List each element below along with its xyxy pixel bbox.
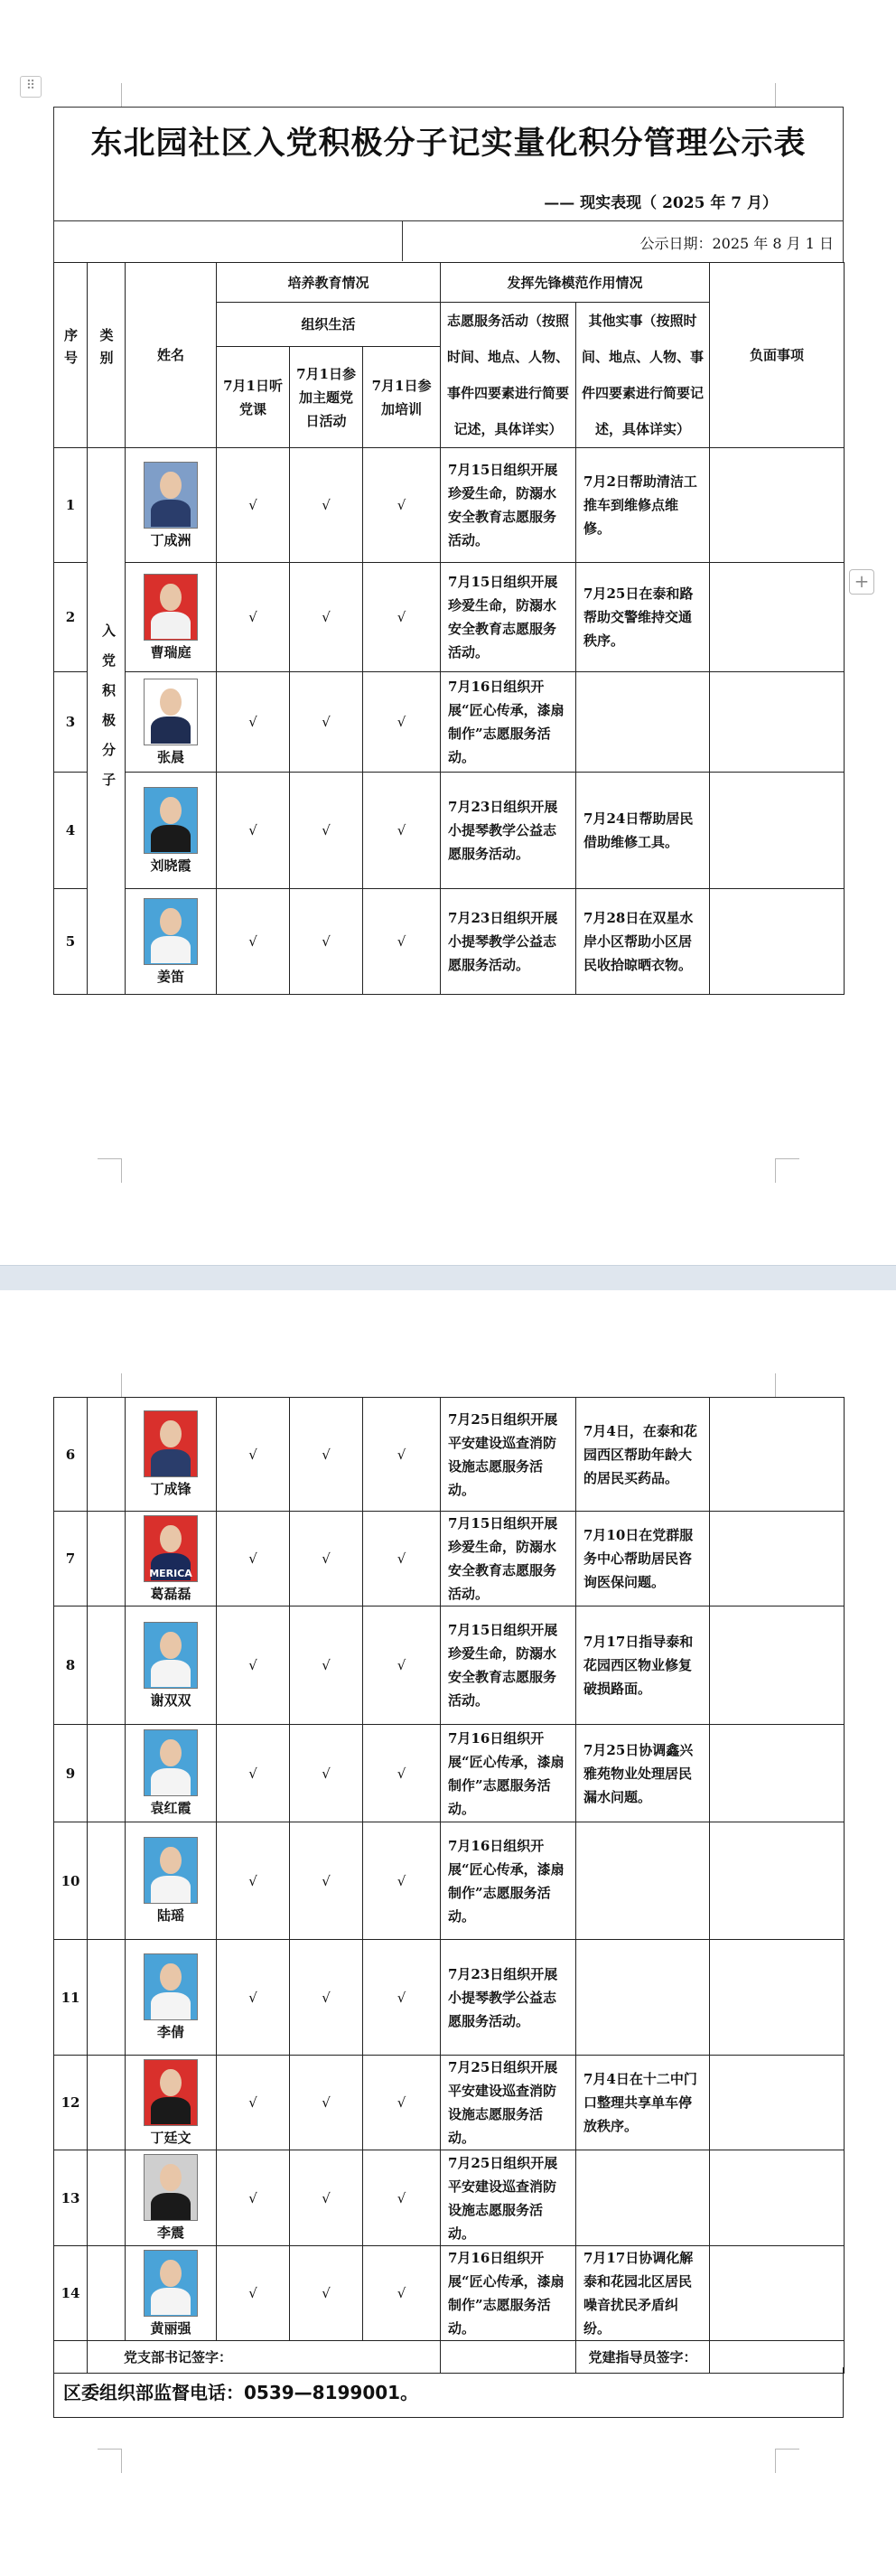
person-photo: [144, 1410, 198, 1477]
other-deeds: 7月25日协调鑫兴雅苑物业处理居民漏水问题。: [576, 1725, 710, 1822]
category-cell: [88, 2150, 126, 2246]
table-row: [54, 2246, 845, 2341]
person-cell: [126, 1398, 217, 1512]
attendance-check: √: [363, 672, 441, 773]
person-cell: [126, 448, 217, 563]
attendance-check: √: [363, 1725, 441, 1822]
person-photo: [144, 1515, 198, 1582]
attendance-check: √: [217, 2150, 290, 2246]
attendance-check: √: [363, 1822, 441, 1940]
header-org-life: 组织生活: [217, 303, 441, 347]
crop-mark-icon: [98, 2449, 122, 2473]
person-photo: [144, 679, 198, 745]
attendance-check: √: [363, 1398, 441, 1512]
volunteer-activity: 7月25日组织开展平安建设巡查消防设施志愿服务活动。: [441, 1398, 576, 1512]
attendance-check: √: [363, 1940, 441, 2056]
category-cell: [88, 1606, 126, 1725]
person-name: 丁廷文: [150, 2129, 191, 2146]
period-label: —— 现实表现（ 2025 年 7 月）: [544, 194, 778, 212]
attendance-check: √: [363, 1606, 441, 1725]
person-cell: [126, 672, 217, 773]
header-seq: 序号: [54, 263, 88, 448]
row-number: 2: [54, 563, 88, 672]
document-title: 东北园社区入党积极分子记实量化积分管理公示表: [53, 107, 844, 179]
publish-date: 公示日期：2025 年 8 月 1 日: [639, 235, 834, 252]
attendance-check: √: [217, 1606, 290, 1725]
header-other: 其他实事（按照时间、地点、人物、事件四要素进行简要记述，具体详实）: [576, 303, 710, 448]
table-row: [54, 1398, 845, 1512]
negative-items: [710, 1940, 845, 2056]
negative-items: [710, 448, 845, 563]
table-row: [54, 2056, 845, 2150]
volunteer-activity: 7月23日组织开展小提琴教学公益志愿服务活动。: [441, 889, 576, 995]
person-cell: [126, 1822, 217, 1940]
attendance-check: √: [363, 2246, 441, 2341]
record-table-page-2: [53, 1397, 845, 2374]
person-photo: [144, 1729, 198, 1796]
row-number: 4: [54, 773, 88, 889]
person-cell: [126, 2246, 217, 2341]
other-deeds: 7月28日在双星水岸小区帮助小区居民收拾晾晒衣物。: [576, 889, 710, 995]
other-deeds: 7月2日帮助清洁工推车到维修点维修。: [576, 448, 710, 563]
volunteer-activity: 7月23日组织开展小提琴教学公益志愿服务活动。: [441, 773, 576, 889]
person-name: 谢双双: [150, 1691, 191, 1709]
attendance-check: √: [290, 1725, 363, 1822]
attendance-check: √: [217, 1512, 290, 1606]
person-cell: [126, 1512, 217, 1606]
person-cell: [126, 2150, 217, 2246]
row-number: 6: [54, 1398, 88, 1512]
attendance-check: √: [217, 2246, 290, 2341]
volunteer-activity: 7月15日组织开展珍爱生命，防溺水安全教育志愿服务活动。: [441, 1512, 576, 1606]
table-row: [54, 889, 845, 995]
negative-items: [710, 2150, 845, 2246]
person-photo: [144, 1837, 198, 1904]
table-row: [54, 1606, 845, 1725]
volunteer-activity: 7月25日组织开展平安建设巡查消防设施志愿服务活动。: [441, 2056, 576, 2150]
negative-items: [710, 563, 845, 672]
header-col-a: 7月1日听党课: [217, 347, 290, 448]
header-training: 培养教育情况: [217, 263, 441, 303]
header-vanguard: 发挥先锋模范作用情况: [441, 263, 710, 303]
category-cell: [88, 1398, 126, 1512]
attendance-check: √: [217, 773, 290, 889]
attendance-check: √: [363, 563, 441, 672]
other-deeds: 7月4日，在泰和花园西区帮助年龄大的居民买药品。: [576, 1398, 710, 1512]
attendance-check: √: [290, 563, 363, 672]
attendance-check: √: [290, 448, 363, 563]
volunteer-activity: 7月16日组织开展“匠心传承，漆扇制作”志愿服务活动。: [441, 1725, 576, 1822]
crop-mark-icon: [775, 1158, 799, 1183]
volunteer-activity: 7月25日组织开展平安建设巡查消防设施志愿服务活动。: [441, 2150, 576, 2246]
attendance-check: √: [290, 889, 363, 995]
person-cell: [126, 563, 217, 672]
other-deeds: 7月17日协调化解泰和花园北区居民噪音扰民矛盾纠纷。: [576, 2246, 710, 2341]
person-photo: [144, 1953, 198, 2020]
record-table-page-1: [53, 262, 845, 995]
header-negative: 负面事项: [710, 263, 845, 448]
person-photo: [144, 2154, 198, 2221]
header-col-c: 7月1日参加培训: [363, 347, 441, 448]
add-row-plus-icon[interactable]: +: [849, 569, 874, 595]
attendance-check: √: [290, 1606, 363, 1725]
attendance-check: √: [217, 2056, 290, 2150]
attendance-check: √: [363, 2150, 441, 2246]
person-name: 丁成锋: [150, 1481, 191, 1497]
attendance-check: √: [363, 1512, 441, 1606]
negative-items: [710, 1398, 845, 1512]
crop-mark-icon: [775, 1373, 799, 1398]
person-name: 李倩: [156, 2024, 184, 2040]
row-number: 11: [54, 1940, 88, 2056]
table-row: [54, 563, 845, 672]
person-name: 袁红霞: [150, 1800, 191, 1816]
row-number: 13: [54, 2150, 88, 2246]
attendance-check: √: [290, 773, 363, 889]
negative-items: [710, 2246, 845, 2341]
supervision-phone: 区委组织部监督电话：0539—8199001。: [53, 2367, 844, 2418]
attendance-check: √: [217, 1725, 290, 1822]
person-name: 陆瑶: [156, 1907, 184, 1924]
attendance-check: √: [217, 563, 290, 672]
table-row: [54, 2150, 845, 2246]
other-deeds: [576, 2150, 710, 2246]
category-cell: [88, 2056, 126, 2150]
row-number: 5: [54, 889, 88, 995]
attendance-check: √: [290, 2150, 363, 2246]
negative-items: [710, 1725, 845, 1822]
volunteer-activity: 7月23日组织开展小提琴教学公益志愿服务活动。: [441, 1940, 576, 2056]
volunteer-activity: 7月16日组织开展“匠心传承，漆扇制作”志愿服务活动。: [441, 672, 576, 773]
crop-mark-icon: [98, 1373, 122, 1398]
crop-mark-icon: [775, 2449, 799, 2473]
negative-items: [710, 889, 845, 995]
person-photo: [144, 574, 198, 641]
category-cell: [88, 1725, 126, 1822]
attendance-check: √: [290, 1940, 363, 2056]
other-deeds: 7月10日在党群服务中心帮助居民咨询医保问题。: [576, 1512, 710, 1606]
person-photo: [144, 787, 198, 854]
attendance-check: √: [363, 448, 441, 563]
person-name: 姜笛: [157, 968, 185, 985]
table-row: [54, 773, 845, 889]
row-number: 8: [54, 1606, 88, 1725]
table-row: [54, 1512, 845, 1606]
attendance-check: √: [217, 448, 290, 563]
volunteer-activity: 7月15日组织开展珍爱生命，防溺水安全教育志愿服务活动。: [441, 563, 576, 672]
attendance-check: √: [290, 1398, 363, 1512]
person-cell: [126, 2056, 217, 2150]
attendance-check: √: [290, 672, 363, 773]
other-deeds: 7月4日在十二中门口整理共享单车停放秩序。: [576, 2056, 710, 2150]
attendance-check: √: [290, 1822, 363, 1940]
volunteer-activity: 7月15日组织开展珍爱生命，防溺水安全教育志愿服务活动。: [441, 1606, 576, 1725]
publish-date-row: [53, 220, 844, 262]
header-volunteer: 志愿服务活动（按照时间、地点、人物、事件四要素进行简要记述，具体详实）: [441, 303, 576, 448]
table-row: [54, 672, 845, 773]
other-deeds: [576, 672, 710, 773]
other-deeds: [576, 1940, 710, 2056]
document-subtitle: [53, 179, 844, 220]
crop-mark-icon: [98, 83, 122, 108]
person-cell: [126, 1725, 217, 1822]
negative-items: [710, 672, 845, 773]
volunteer-activity: 7月16日组织开展“匠心传承，漆扇制作”志愿服务活动。: [441, 2246, 576, 2341]
row-number: 7: [54, 1512, 88, 1606]
attendance-check: √: [217, 672, 290, 773]
other-deeds: [576, 1822, 710, 1940]
table-row: [54, 1822, 845, 1940]
person-cell: [126, 773, 217, 889]
category-cell: [88, 1822, 126, 1940]
attendance-check: √: [290, 2056, 363, 2150]
person-name: 葛磊磊: [150, 1585, 191, 1602]
row-number: 9: [54, 1725, 88, 1822]
person-name: 张晨: [157, 748, 185, 765]
other-deeds: 7月24日帮助居民借助维修工具。: [576, 773, 710, 889]
row-number: 1: [54, 448, 88, 563]
guide-signature: 党建指导员签字：: [576, 2341, 710, 2374]
crop-mark-icon: [98, 1158, 122, 1183]
attendance-check: √: [363, 889, 441, 995]
page-gap: [0, 1265, 896, 1292]
other-deeds: 7月17日指导泰和花园西区物业修复破损路面。: [576, 1606, 710, 1725]
person-name: 丁成洲: [150, 531, 191, 548]
person-cell: [126, 889, 217, 995]
category-cell: [88, 1512, 126, 1606]
row-number: 10: [54, 1822, 88, 1940]
person-name: 刘晓霞: [150, 857, 191, 874]
person-name: 曹瑞庭: [150, 643, 191, 660]
volunteer-activity: 7月15日组织开展珍爱生命，防溺水安全教育志愿服务活动。: [441, 448, 576, 563]
person-photo: [144, 2250, 198, 2317]
table-row: [54, 448, 845, 563]
crop-mark-icon: [775, 83, 799, 108]
row-number: 3: [54, 672, 88, 773]
header-name: 姓名: [126, 263, 217, 448]
person-name: 李震: [156, 2225, 184, 2241]
person-photo: [144, 2059, 198, 2126]
attendance-check: √: [290, 1512, 363, 1606]
negative-items: [710, 773, 845, 889]
category-cell: 入党积极分子: [88, 448, 126, 995]
other-deeds: 7月25日在泰和路帮助交警维持交通秩序。: [576, 563, 710, 672]
attendance-check: √: [217, 1940, 290, 2056]
attendance-check: √: [363, 2056, 441, 2150]
person-photo: [144, 1622, 198, 1689]
header-category: 类别: [88, 263, 126, 448]
person-photo: [144, 462, 198, 529]
table-drag-handle-icon[interactable]: ⠿: [20, 76, 42, 98]
negative-items: [710, 1822, 845, 1940]
person-photo: [144, 898, 198, 965]
volunteer-activity: 7月16日组织开展“匠心传承，漆扇制作”志愿服务活动。: [441, 1822, 576, 1940]
negative-items: [710, 1512, 845, 1606]
person-name: 黄丽强: [150, 2319, 191, 2337]
negative-items: [710, 2056, 845, 2150]
category-cell: [88, 1940, 126, 2056]
table-row: [54, 1940, 845, 2056]
attendance-check: √: [363, 773, 441, 889]
table-row: [54, 1725, 845, 1822]
person-cell: [126, 1606, 217, 1725]
attendance-check: √: [217, 1398, 290, 1512]
header-col-b: 7月1日参加主题党日活动: [290, 347, 363, 448]
row-number: 14: [54, 2246, 88, 2341]
attendance-check: √: [217, 1822, 290, 1940]
negative-items: [710, 1606, 845, 1725]
branch-secretary-signature: 党支部书记签字：: [88, 2341, 441, 2374]
category-cell: [88, 2246, 126, 2341]
attendance-check: √: [217, 889, 290, 995]
photo-caption: MERICA: [149, 1567, 192, 1579]
person-cell: [126, 1940, 217, 2056]
attendance-check: √: [290, 2246, 363, 2341]
row-number: 12: [54, 2056, 88, 2150]
